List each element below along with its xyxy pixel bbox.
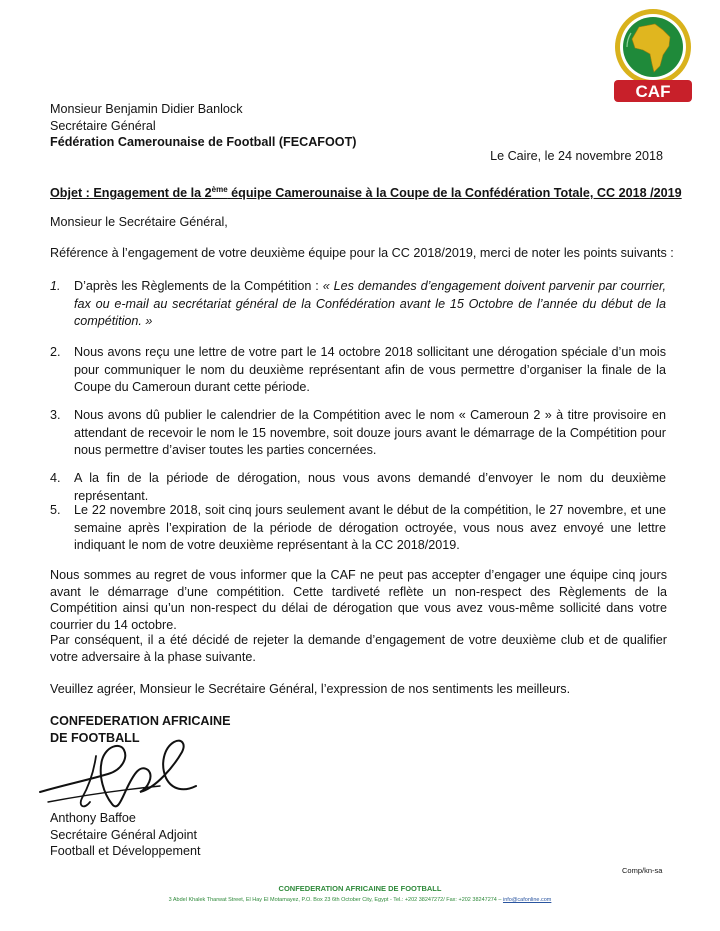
addressee-title: Secrétaire Général [50, 118, 156, 133]
numbered-item-1 [50, 278, 666, 331]
signer-block [50, 810, 201, 860]
signer-title: Secrétaire Général Adjoint [50, 827, 198, 842]
item-number: 3. [50, 408, 61, 422]
addressee-org: Fédération Camerounaise de Football (FECAFOOT) [50, 135, 357, 149]
intro-paragraph: Référence à l’engagement de votre deuxième équipe pour la CC 2018/2019, merci de noter les points suivants : [50, 246, 674, 260]
item-quote: « Les demandes d’engagement doivent parvenir par courrier, fax ou e-mail au secrétariat général de la Confédération avant le 15 Octobre de l’année du début de la compétition. » [74, 279, 666, 328]
item-text: D’après les Règlements de la Compétition : [74, 279, 323, 293]
footer-organization: CONFEDERATION AFRICAINE DE FOOTBALL [278, 884, 442, 893]
signature-organization: CONFEDERATION AFRICAINE DE FOOTBALL [50, 714, 231, 745]
item-number: 1. [50, 279, 61, 293]
closing-paragraph: Veuillez agréer, Monsieur le Secrétaire Général, l’expression de nos sentiments les meilleurs. [50, 682, 571, 696]
signer-department: Football et Développement [50, 844, 201, 858]
svg-text:CAF: CAF [635, 82, 671, 101]
item-text: Nous avons dû publier le calendrier de la Compétition avec le nom « Cameroun 2 » à titre provisoire en attendant de recevoir le nom le 15 novembre, soit douze jours avant le démarrage de la Compétition pour nous permettre d’aviser toutes les parties concernées. [74, 408, 666, 457]
reference-code: Comp/kn-sa [622, 866, 663, 875]
item-number: 4. [50, 471, 61, 485]
item-text: A la fin de la période de dérogation, nous vous avons demandé d’envoyer le nom du deuxième représentant. [74, 471, 666, 503]
body-paragraph: Par conséquent, il a été décidé de rejeter la demande d’engagement de votre deuxième club et de qualifier votre adversaire à la phase suivante. [50, 633, 667, 664]
addressee-name: Monsieur Benjamin Didier Banlock [50, 102, 243, 116]
item-text: Le 22 novembre 2018, soit cinq jours seulement avant le début de la compétition, le 27 novembre, et une semaine après l’expiration de la période de dérogation octroyée, vous nous avez envoyé une lettre indiquant le nom de votre deuxième représentant à la CC 2018/2019. [74, 503, 666, 552]
item-text: Nous avons reçu une lettre de votre part le 14 octobre 2018 sollicitant une dérogation spéciale d’un mois pour communiquer le nom du deuxième représentant afin de vous permettre d’organiser la finale de la Coupe du Cameroun durant cette période. [74, 345, 666, 394]
footer-email-link[interactable]: info@cafonline.com [502, 897, 552, 903]
body-paragraph: Nous sommes au regret de vous informer que la CAF ne peut pas accepter d’engager une équipe cinq jours avant le démarrage d’une compétition. Cette tardiveté reflète un non-respect des Règlements de la Compétition ainsi qu’un non-respect du délai de dérogation que vous avez vous-même sollicité dans votre courrier du 14 octobre. [50, 568, 667, 632]
numbered-item-5 [50, 502, 666, 555]
item-number: 2. [50, 345, 61, 359]
signer-name: Anthony Baffoe [50, 811, 136, 825]
salutation: Monsieur le Secrétaire Général, [50, 215, 228, 229]
item-number: 5. [50, 503, 61, 517]
addressee-block [50, 101, 356, 151]
numbered-item-3 [50, 407, 666, 460]
footer-address: 3 Abdel Khalek Tharwat Street, El Hay El Motamayez, P.O. Box 23 6th October City, Egypt - Tel.: +202 38247272/ Fax: +202 38247274 – info@cafonline.com [168, 897, 552, 903]
numbered-item-4 [50, 470, 666, 505]
numbered-item-2 [50, 344, 666, 397]
letter-date: Le Caire, le 24 novembre 2018 [490, 149, 663, 163]
caf-logo [606, 6, 700, 104]
letter-subject: Objet : Engagement de la 2ème équipe Camerounaise à la Coupe de la Confédération Totale, CC 2018 /2019 [50, 185, 682, 201]
letterhead-footer [0, 884, 720, 903]
